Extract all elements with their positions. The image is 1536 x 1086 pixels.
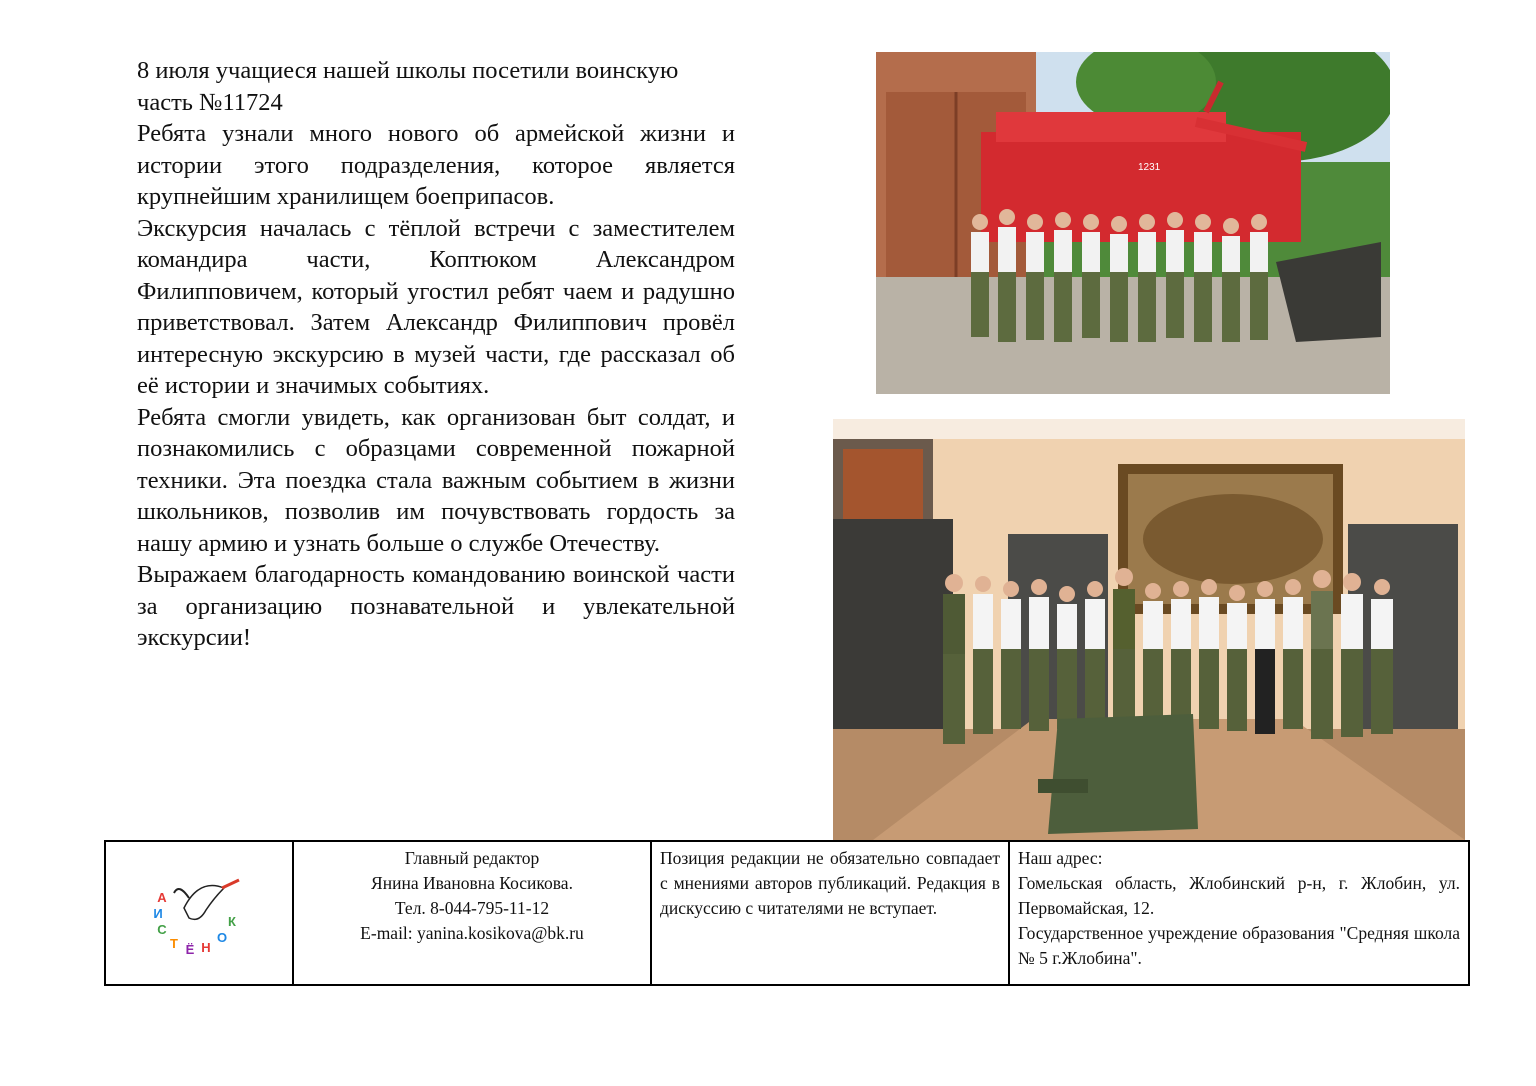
article-paragraph-intro: 8 июля учащиеся нашей школы посетили воинскую часть №11724 bbox=[137, 57, 679, 116]
stork-logo bbox=[144, 868, 254, 958]
logo-letter-7: О bbox=[216, 930, 228, 945]
footer-table bbox=[104, 840, 1470, 986]
fire-truck-number: 1231 bbox=[1138, 162, 1161, 173]
editorial-disclaimer: Позиция редакции не обязательно совпадает с мнениями авторов публикаций. Редакция в дискуссию с читателями не вступает. bbox=[660, 848, 1000, 918]
footer-position-cell bbox=[652, 842, 1010, 984]
logo-letter-1: А bbox=[157, 890, 167, 905]
address-title: Наш адрес: bbox=[1018, 848, 1103, 868]
institution-name: Государственное учреждение образования "Средняя школа № 5 г.Жлобина". bbox=[1018, 923, 1460, 968]
article-text bbox=[137, 55, 735, 654]
logo-letter-6: Н bbox=[201, 940, 211, 955]
address-line: Гомельская область, Жлобинский р-н, г. Жлобин, ул. Первомайская, 12. bbox=[1018, 873, 1460, 918]
editor-email: E-mail: yanina.kosikova@bk.ru bbox=[360, 923, 584, 943]
logo-letter-5: Ё bbox=[185, 942, 195, 957]
article-paragraph-excursion: Экскурсия началась с тёплой встречи с заместителем командира части, Коптюком Александром Филипповичем, который угостил ребят чаем и радушно приветствовал. Затем Александр Филиппович провёл интересную экскурсию в музей части, где рассказал об её истории и значимых событиях. bbox=[137, 214, 735, 399]
footer-address-cell bbox=[1010, 842, 1468, 984]
article-paragraph-learning: Ребята узнали много нового об армейской жизни и истории этого подразделения, которое является крупнейшим хранилищем боеприпасов. bbox=[137, 120, 735, 210]
article-paragraph-gratitude: Выражаем благодарность командованию воинской части за организацию познавательной и увлекательной экскурсии! bbox=[137, 561, 735, 651]
footer-editor-cell bbox=[294, 842, 652, 984]
photo-fire-truck-group bbox=[876, 52, 1390, 394]
article-paragraph-soldiers: Ребята смогли увидеть, как организован быт солдат, и познакомились с образцами современной пожарной техники. Эта поездка стала важным событием в жизни школьников, позволив им почувствовать гордость за нашу армию и узнать больше о службе Отечеству. bbox=[137, 403, 735, 557]
logo-letter-8: К bbox=[228, 914, 236, 929]
editor-name: Янина Ивановна Косикова. bbox=[371, 873, 573, 893]
logo-letter-4: Т bbox=[170, 936, 178, 951]
editor-title: Главный редактор bbox=[404, 848, 540, 868]
footer-logo-cell bbox=[106, 842, 294, 984]
editor-phone: Тел. 8-044-795-11-12 bbox=[394, 898, 550, 918]
logo-letter-2: И bbox=[153, 906, 163, 921]
photo-museum-group bbox=[833, 419, 1465, 840]
logo-letter-3: С bbox=[157, 922, 167, 937]
